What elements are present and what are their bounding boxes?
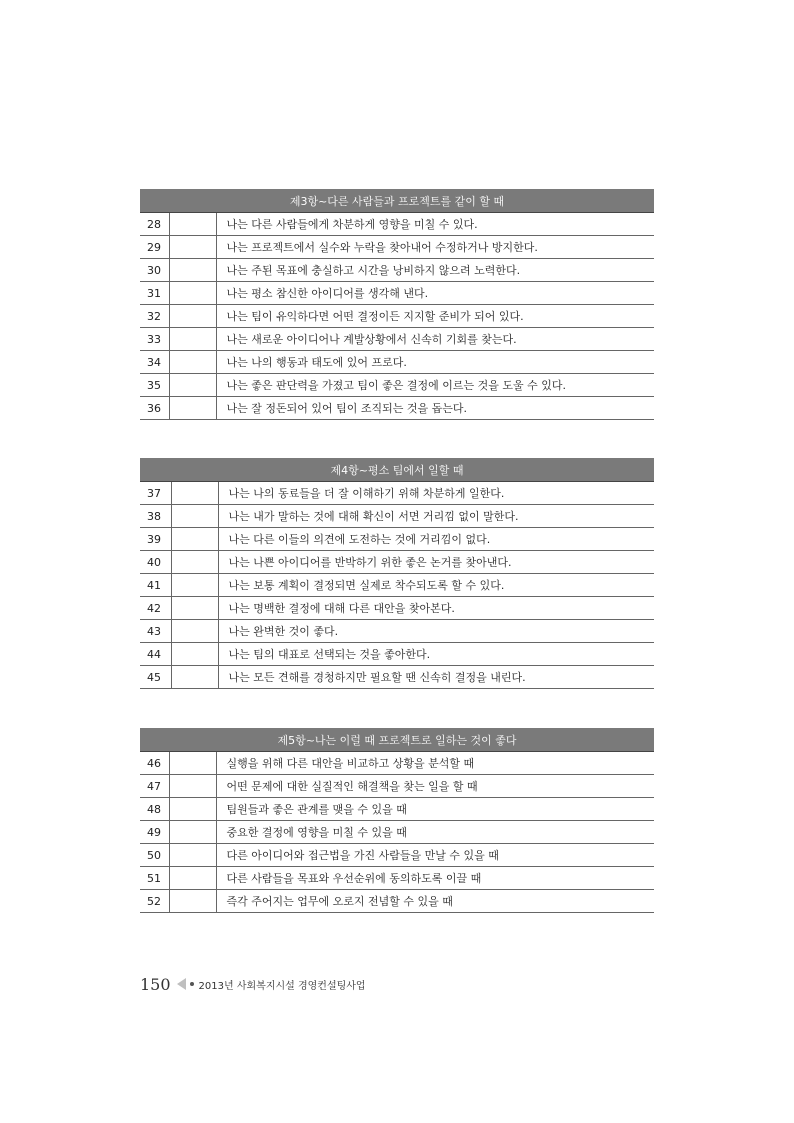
response-cell[interactable]	[169, 328, 216, 351]
section-3-table-wrap	[140, 189, 654, 420]
response-cell[interactable]	[169, 752, 216, 775]
response-cell[interactable]	[171, 551, 218, 574]
table-row: 45 나는 모든 견해를 경청하지만 필요할 땐 신속히 결정을 내린다.	[140, 666, 654, 689]
table-row: 38 나는 내가 말하는 것에 대해 확신이 서면 거리낌 없이 말한다.	[140, 505, 654, 528]
section-5-table	[140, 728, 654, 913]
table-row: 49 중요한 결정에 영향을 미칠 수 있을 때	[140, 821, 654, 844]
table-row: 33 나는 새로운 아이디어나 계발상황에서 신속히 기회를 찾는다.	[140, 328, 654, 351]
response-cell[interactable]	[169, 867, 216, 890]
table-row: 29 나는 프로젝트에서 실수와 누락을 찾아내어 수정하거나 방지한다.	[140, 236, 654, 259]
publication-title: 2013년 사회복지시설 경영컨설팅사업	[198, 980, 366, 992]
response-cell[interactable]	[169, 259, 216, 282]
response-cell[interactable]	[169, 351, 216, 374]
table-row: 37 나는 나의 동료들을 더 잘 이해하기 위해 차분하게 일한다.	[140, 482, 654, 505]
chevron-left-icon	[177, 978, 186, 990]
table-row: 43 나는 완벽한 것이 좋다.	[140, 620, 654, 643]
response-cell[interactable]	[169, 397, 216, 420]
response-cell[interactable]	[171, 505, 218, 528]
response-cell[interactable]	[171, 643, 218, 666]
table-row: 35 나는 좋은 판단력을 가졌고 팀이 좋은 결정에 이르는 것을 도울 수 있다.	[140, 374, 654, 397]
response-cell[interactable]	[171, 482, 218, 505]
response-cell[interactable]	[171, 620, 218, 643]
section-3-table	[140, 189, 654, 420]
response-cell[interactable]	[171, 597, 218, 620]
response-cell[interactable]	[169, 374, 216, 397]
page-number: 150	[140, 974, 171, 994]
response-cell[interactable]	[169, 775, 216, 798]
section-4-table-wrap	[140, 458, 654, 689]
response-cell[interactable]	[169, 821, 216, 844]
response-cell[interactable]	[169, 890, 216, 913]
table-row: 28 나는 다른 사람들에게 차분하게 영향을 미칠 수 있다.	[140, 213, 654, 236]
response-cell[interactable]	[171, 574, 218, 597]
response-cell[interactable]	[169, 282, 216, 305]
table-row: 51 다른 사람들을 목표와 우선순위에 동의하도록 이끌 때	[140, 867, 654, 890]
table-row: 47 어떤 문제에 대한 실질적인 해결책을 찾는 일을 할 때	[140, 775, 654, 798]
response-cell[interactable]	[169, 844, 216, 867]
section-3-title: 제3항~다른 사람들과 프로젝트를 같이 할 때	[140, 189, 654, 213]
response-cell[interactable]	[169, 798, 216, 821]
table-row: 30 나는 주된 목표에 충실하고 시간을 낭비하지 않으려 노력한다.	[140, 259, 654, 282]
table-row: 31 나는 평소 참신한 아이디어를 생각해 낸다.	[140, 282, 654, 305]
table-row: 44 나는 팀의 대표로 선택되는 것을 좋아한다.	[140, 643, 654, 666]
response-cell[interactable]	[171, 528, 218, 551]
bullet-dot-icon	[190, 982, 194, 986]
table-row: 52 즉각 주어지는 업무에 오로지 전념할 수 있을 때	[140, 890, 654, 913]
table-row: 48 팀원들과 좋은 관계를 맺을 수 있을 때	[140, 798, 654, 821]
table-row: 39 나는 다른 이들의 의견에 도전하는 것에 거리낌이 없다.	[140, 528, 654, 551]
section-5-table-wrap	[140, 728, 654, 913]
table-row: 40 나는 나쁜 아이디어를 반박하기 위한 좋은 논거를 찾아낸다.	[140, 551, 654, 574]
table-row: 36 나는 잘 정돈되어 있어 팀이 조직되는 것을 돕는다.	[140, 397, 654, 420]
response-cell[interactable]	[169, 213, 216, 236]
response-cell[interactable]	[171, 666, 218, 689]
response-cell[interactable]	[169, 236, 216, 259]
page-footer	[140, 974, 366, 994]
response-cell[interactable]	[169, 305, 216, 328]
section-4-title: 제4항~평소 팀에서 일할 때	[140, 458, 654, 482]
section-4-table	[140, 458, 654, 689]
table-row: 42 나는 명백한 결정에 대해 다른 대안을 찾아본다.	[140, 597, 654, 620]
table-row: 32 나는 팀이 유익하다면 어떤 결정이든 지지할 준비가 되어 있다.	[140, 305, 654, 328]
table-row: 41 나는 보통 계획이 결정되면 실제로 착수되도록 할 수 있다.	[140, 574, 654, 597]
table-row: 50 다른 아이디어와 접근법을 가진 사람들을 만날 수 있을 때	[140, 844, 654, 867]
section-5-title: 제5항~나는 이럴 때 프로젝트로 일하는 것이 좋다	[140, 728, 654, 752]
table-row: 34 나는 나의 행동과 태도에 있어 프로다.	[140, 351, 654, 374]
table-row: 46 실행을 위해 다른 대안을 비교하고 상황을 분석할 때	[140, 752, 654, 775]
